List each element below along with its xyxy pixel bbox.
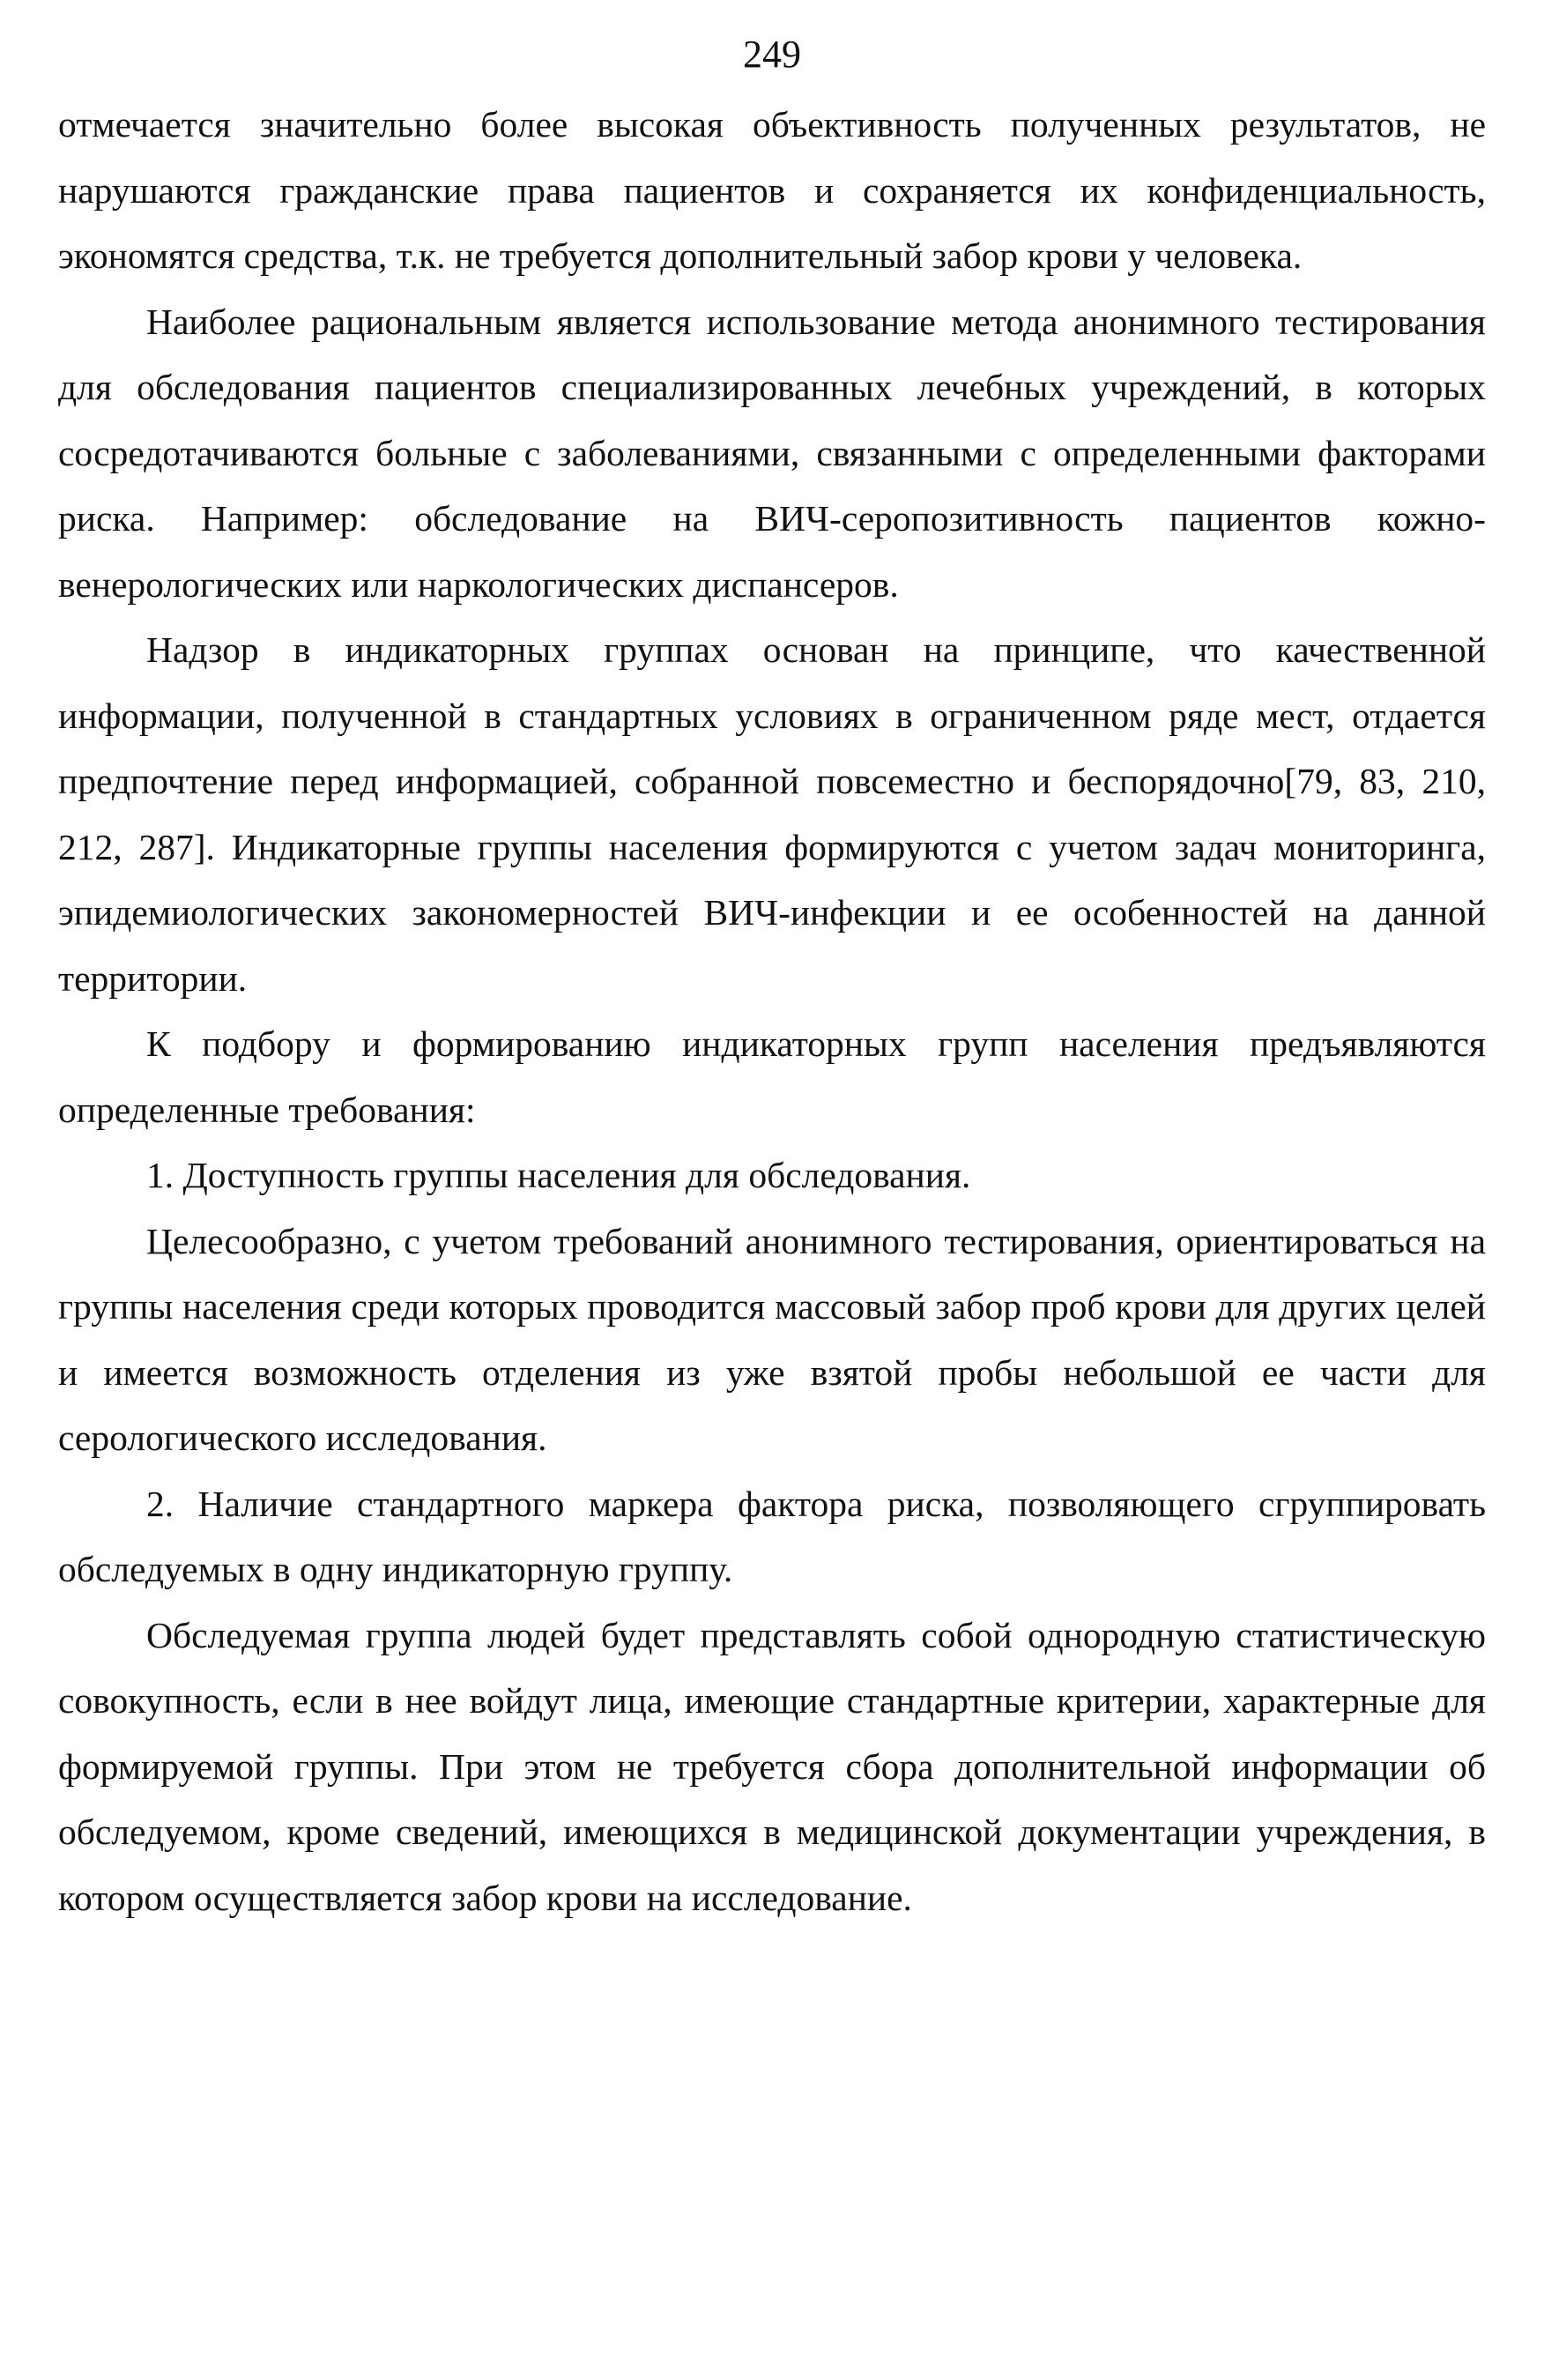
body-text <box>58 92 1486 1930</box>
paragraph-continuation: отмечается значительно более высокая объективность полученных результатов, не нарушаются гражданские права пациентов и сохраняется их конфиденциальность, экономятся средства, т.к. не требуется дополнительный забор крови у человека. <box>58 104 1486 276</box>
paragraph-indicator-surveillance: Надзор в индикаторных группах основан на принципе, что качественной информации, полученной в стандартных условиях в ограниченном ряде мест, отдается предпочтение перед информацией, собранной повсеместно и беспорядочно[79, 83, 210, 212, 287]. Индикаторные группы населения формируются с учетом задач мониторинга, эпидемиологических закономерностей ВИЧ-инфекции и ее особенностей на данной территории. <box>58 629 1486 999</box>
paragraph-requirement-2-detail: Обследуемая группа людей будет представлять собой однородную статистическую совокупность, если в нее войдут лица, имеющие стандартные критерии, характерные для формируемой группы. При этом не требуется сбора дополнительной информации об обследуемом, кроме сведений, имеющихся в медицинской документации учреждения, в котором осуществляется забор крови на исследование. <box>58 1614 1486 1918</box>
paragraph-anonymous-testing: Наиболее рациональным является использование метода анонимного тестирования для обследования пациентов специализированных лечебных учреждений, в которых сосредотачиваются больные с заболеваниями, связанными с определенными факторами риска. Например: обследование на ВИЧ-серопозитивность пациентов кожно-венерологических или наркологических диспансеров. <box>58 301 1486 605</box>
requirement-item-1: 1. Доступность группы населения для обследования. <box>146 1155 971 1195</box>
paragraph-requirement-1-detail: Целесообразно, с учетом требований анонимного тестирования, ориентироваться на группы населения среди которых проводится массовый забор проб крови для других целей и имеется возможность отделения из уже взятой пробы небольшой ее части для серологического исследования. <box>58 1220 1486 1458</box>
requirement-item-2: 2. Наличие стандартного маркера фактора риска, позволяющего сгруппировать обследуемых в одну индикаторную группу. <box>58 1483 1486 1589</box>
page-number: 249 <box>743 33 801 76</box>
paragraph-requirements-intro: К подбору и формированию индикаторных групп населения предъявляются определенные требования: <box>58 1023 1486 1130</box>
